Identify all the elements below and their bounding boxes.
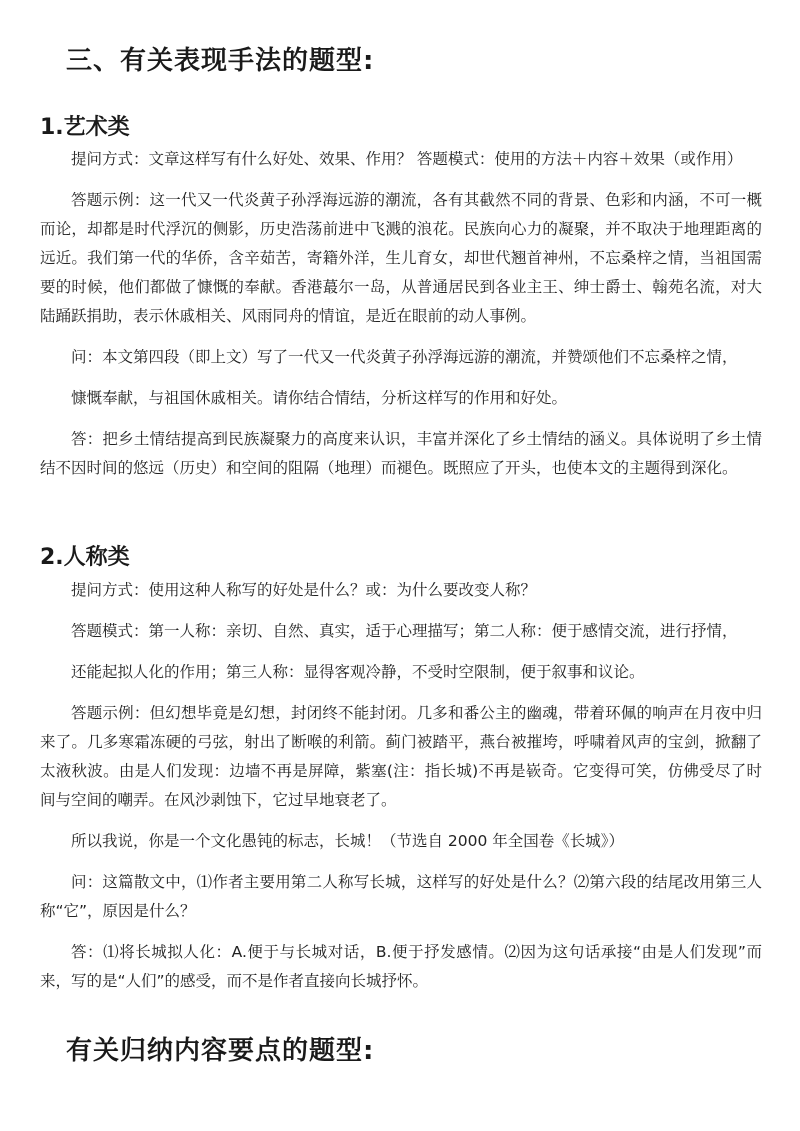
paragraph: 提问方式：文章这样写有什么好处、效果、作用？ 答题模式：使用的方法＋内容＋效果（或作用） [71,150,743,168]
bottom-title: 有关归纳内容要点的题型: [66,1036,375,1066]
section-title-person: 2.人称类 [40,545,130,570]
paragraph: 还能起拟人化的作用；第三人称：显得客观冷静，不受时空限制，便于叙事和议论。 [71,663,645,681]
paragraph: 答题示例：但幻想毕竟是幻想，封闭终不能封闭。几多和番公主的幽魂，带着环佩的响声在月夜中归来了。几多寒霜冻硬的弓弦，射出了断喉的利箭。蓟门被踏平，燕台被摧垮，呼啸着风声的宝剑，掀翻了太液秋波。由是人们发现：边墙不再是屏障，紫塞(注：指长城)不再是嵚奇。它变得可笑，仿佛受尽了时间与空间的嘲弄。在风沙剥蚀下，它过早地衰老了。 [40,704,762,809]
paragraph: 问：这篇散文中，⑴作者主要用第二人称写长城，这样写的好处是什么？⑵第六段的结尾改用第三人称“它”，原因是什么？ [40,873,762,920]
paragraph: 提问方式：使用这种人称写的好处是什么？或：为什么要改变人称？ [71,581,537,599]
paragraph: 答：把乡土情结提高到民族凝聚力的高度来认识，丰富并深化了乡土情结的涵义。具体说明了乡土情结不因时间的悠远（历史）和空间的阻隔（地理）而褪色。既照应了开头，也使本文的主题得到深化。 [40,430,762,477]
main-title: 三、有关表现手法的题型: [66,46,375,76]
paragraph: 答题模式：第一人称：亲切、自然、真实，适于心理描写；第二人称：便于感情交流，进行抒情， [71,622,738,640]
section-art-content [40,145,762,495]
paragraph: 答题示例：这一代又一代炎黄子孙浮海远游的潮流，各有其截然不同的背景、色彩和内涵，不可一概而论，却都是时代浮沉的侧影，历史浩荡前进中飞溅的浪花。民族向心力的凝聚，并不取决于地理距离的远近。我们第一代的华侨，含辛茹苦，寄籍外洋，生儿育女，却世代翘首神州，不忘桑梓之情，当祖国需要的时候，他们都做了慷慨的奉献。香港蕞尔一岛，从普通居民到各业主王、绅士爵士、翰苑名流，对大陆踊跃捐助，表示休戚相关、风雨同舟的情谊，是近在眼前的动人事例。 [40,191,762,325]
section-person-content [40,576,762,1008]
paragraph: 慷慨奉献，与祖国休戚相关。请你结合情结，分析这样写的作用和好处。 [71,389,568,407]
paragraph: 所以我说，你是一个文化愚钝的标志，长城！（节选自 2000 年全国卷《长城》） [71,832,625,850]
section-title-art: 1.艺术类 [40,115,130,140]
paragraph: 问：本文第四段（即上文）写了一代又一代炎黄子孙浮海远游的潮流，并赞颂他们不忘桑梓之情， [71,348,738,366]
paragraph: 答：⑴将长城拟人化：A.便于与长城对话，B.便于抒发感情。⑵因为这句话承接“由是人们发现”而来，写的是“人们”的感受，而不是作者直接向长城抒怀。 [40,943,762,990]
